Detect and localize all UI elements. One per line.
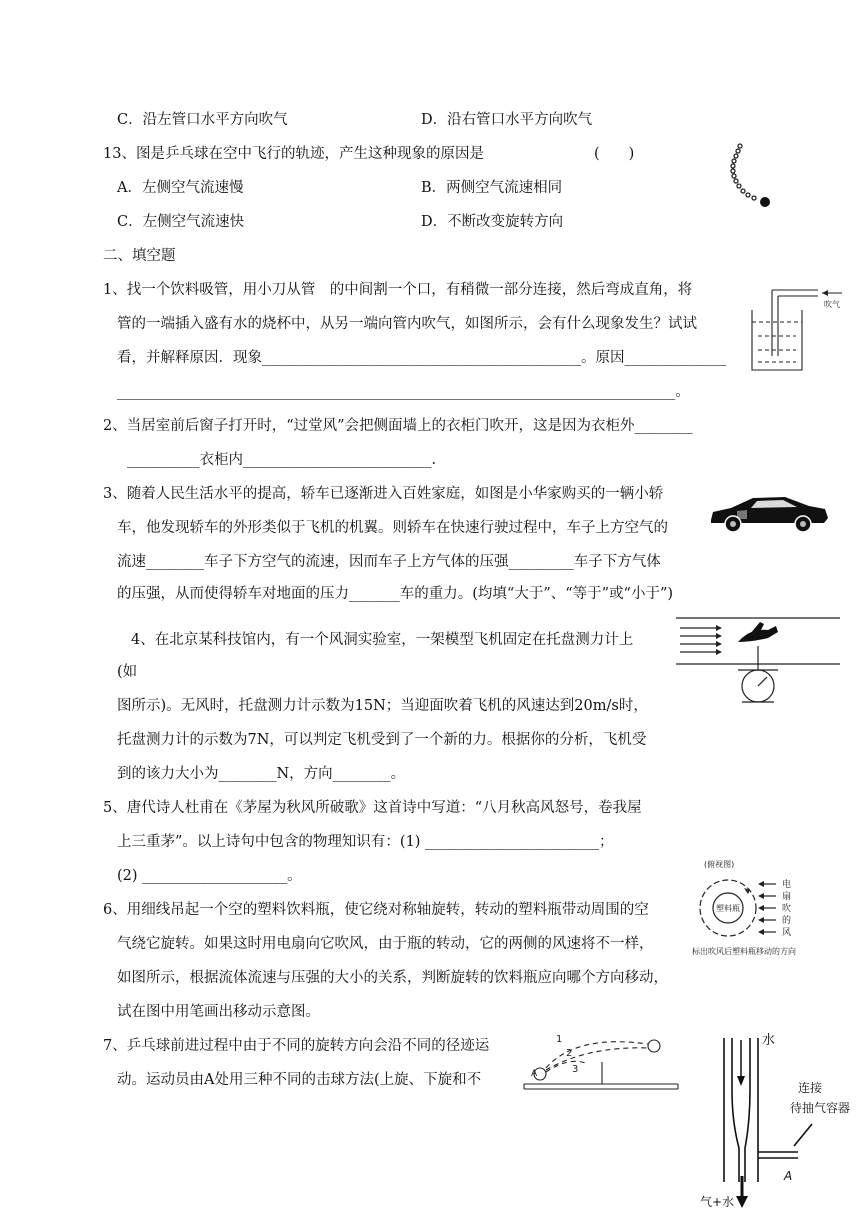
pingpong-trajectory-figure bbox=[718, 140, 778, 212]
q13-option-a: A．左侧空气流速慢 bbox=[117, 180, 244, 196]
wind-label-char: 电 bbox=[782, 880, 792, 890]
f4-line-3: 图所示)。无风时，托盘测力计示数为15N；当迎面吹着飞机的风速达到20m/s时， bbox=[117, 698, 648, 714]
straw-beaker-figure bbox=[744, 280, 856, 374]
straw-figure-label: 吹气 bbox=[824, 300, 840, 309]
f4-line-4: 托盘测力计的示数为7N，可以判定飞机受到了一个新的力。根据你的分析，飞机受 bbox=[117, 732, 647, 748]
f1-line-1: 1、找一个饮料吸管，用小刀从管 的中间割一个口，有稍微一部分连接，然后弯成直角，将 bbox=[103, 282, 693, 298]
f3-line-3: 流速________车子下方空气的流速，因而车子上方气体的压强_________车子下方气体 bbox=[117, 554, 661, 570]
pump-water-label: 水 bbox=[762, 1033, 776, 1048]
water-jet-pump-figure bbox=[700, 1026, 856, 1212]
f6-line-4: 试在图中用笔画出移动示意图。 bbox=[117, 1004, 320, 1020]
f3-line-2: 车，他发现轿车的外形类似于飞机的机翼。则轿车在快速行驶过程中，车子上方空气的 bbox=[117, 520, 668, 536]
q13-option-d: D．不断改变旋转方向 bbox=[421, 214, 564, 230]
sports-car-figure bbox=[707, 490, 831, 534]
wind-label-char: 扇 bbox=[782, 892, 792, 902]
f1-line-4: _____________________________________________________________________________。 bbox=[117, 384, 690, 400]
wind-tunnel-figure bbox=[672, 614, 844, 714]
pump-point-label: A bbox=[784, 1169, 793, 1183]
bottle-label: 塑料瓶 bbox=[716, 904, 740, 913]
q13-option-c: C．左侧空气流速快 bbox=[117, 214, 245, 230]
wind-label-char: 的 bbox=[782, 916, 792, 926]
f7-line-2: 动。运动员由A处用三种不同的击球方法(上旋、下旋和不 bbox=[117, 1072, 482, 1088]
pump-connect-label: 连接 bbox=[798, 1081, 823, 1095]
table-tennis-paths-figure bbox=[522, 1026, 682, 1094]
f4-line-1: 4、在北京某科技馆内，有一个风洞实验室，一架模型飞机固定在托盘测力计上 bbox=[131, 632, 634, 648]
f6-line-3: 如图所示，根据流体流速与压强的大小的关系，判断旋转的饮料瓶应向哪个方向移动， bbox=[117, 970, 668, 986]
section-title-fill-in: 二、填空题 bbox=[103, 248, 176, 264]
q12-option-c: C．沿左管口水平方向吹气 bbox=[117, 112, 288, 128]
f3-line-4: 的压强，从而使得轿车对地面的压力_______车的重力。(均填“大于”、“等于”或“小于”) bbox=[117, 586, 674, 602]
f5-line-1: 5、唐代诗人杜甫在《茅屋为秋风所破歌》这首诗中写道：“八月秋高风怒号，卷我屋 bbox=[103, 800, 642, 816]
start-point-label: A bbox=[531, 1069, 538, 1079]
path-label: 1 bbox=[556, 1034, 563, 1045]
pump-output-label: 气+水 bbox=[700, 1195, 735, 1209]
f2-line-2: __________衣柜内__________________________. bbox=[127, 452, 437, 468]
wind-label-char: 风 bbox=[782, 928, 792, 938]
f1-line-3: 看，并解释原因．现象____________________________________________。原因______________ bbox=[117, 350, 726, 366]
bottle-figure-caption: 标出吹风后塑料瓶移动的方向 bbox=[692, 947, 796, 956]
f7-line-1: 7、乒乓球前进过程中由于不同的旋转方向会沿不同的径迹运 bbox=[103, 1038, 490, 1054]
path-label: 2 bbox=[566, 1048, 573, 1059]
f4-line-5: 到的该力大小为________N，方向________。 bbox=[117, 766, 406, 782]
f3-line-1: 3、随着人民生活水平的提高，轿车已逐渐进入百姓家庭，如图是小华家购买的一辆小轿 bbox=[103, 486, 664, 502]
f5-line-3: (2) ____________________。 bbox=[117, 868, 302, 884]
f4-line-2: (如 bbox=[117, 664, 138, 680]
f5-line-2: 上三重茅”。以上诗句中包含的物理知识有：(1) ________________________； bbox=[117, 834, 614, 850]
rotating-bottle-figure bbox=[690, 856, 820, 960]
f6-line-1: 6、用细线吊起一个空的塑料饮料瓶，使它绕对称轴旋转，转动的塑料瓶带动周围的空 bbox=[103, 902, 649, 918]
q13-answer-paren: ( ) bbox=[594, 146, 635, 162]
q13-stem: 13、图是乒乓球在空中飞行的轨迹，产生这种现象的原因是 bbox=[103, 146, 484, 162]
q12-option-d: D．沿右管口水平方向吹气 bbox=[421, 112, 593, 128]
wind-label-char: 吹 bbox=[782, 904, 792, 914]
path-label: 3 bbox=[572, 1064, 579, 1075]
q13-option-b: B．两侧空气流速相同 bbox=[421, 180, 563, 196]
pump-container-label: 待抽气容器 bbox=[790, 1101, 851, 1115]
bottle-figure-title: (俯视图) bbox=[704, 860, 735, 869]
f2-line-1: 2、当居室前后窗子打开时，“过堂风”会把侧面墙上的衣柜门吹开，这是因为衣柜外________ bbox=[103, 418, 693, 434]
f1-line-2: 管的一端插入盛有水的烧杯中，从另一端向管内吹气，如图所示，会有什么现象发生？试试 bbox=[117, 316, 697, 332]
f6-line-2: 气绕它旋转。如果这时用电扇向它吹风，由于瓶的转动，它的两侧的风速将不一样， bbox=[117, 936, 654, 952]
